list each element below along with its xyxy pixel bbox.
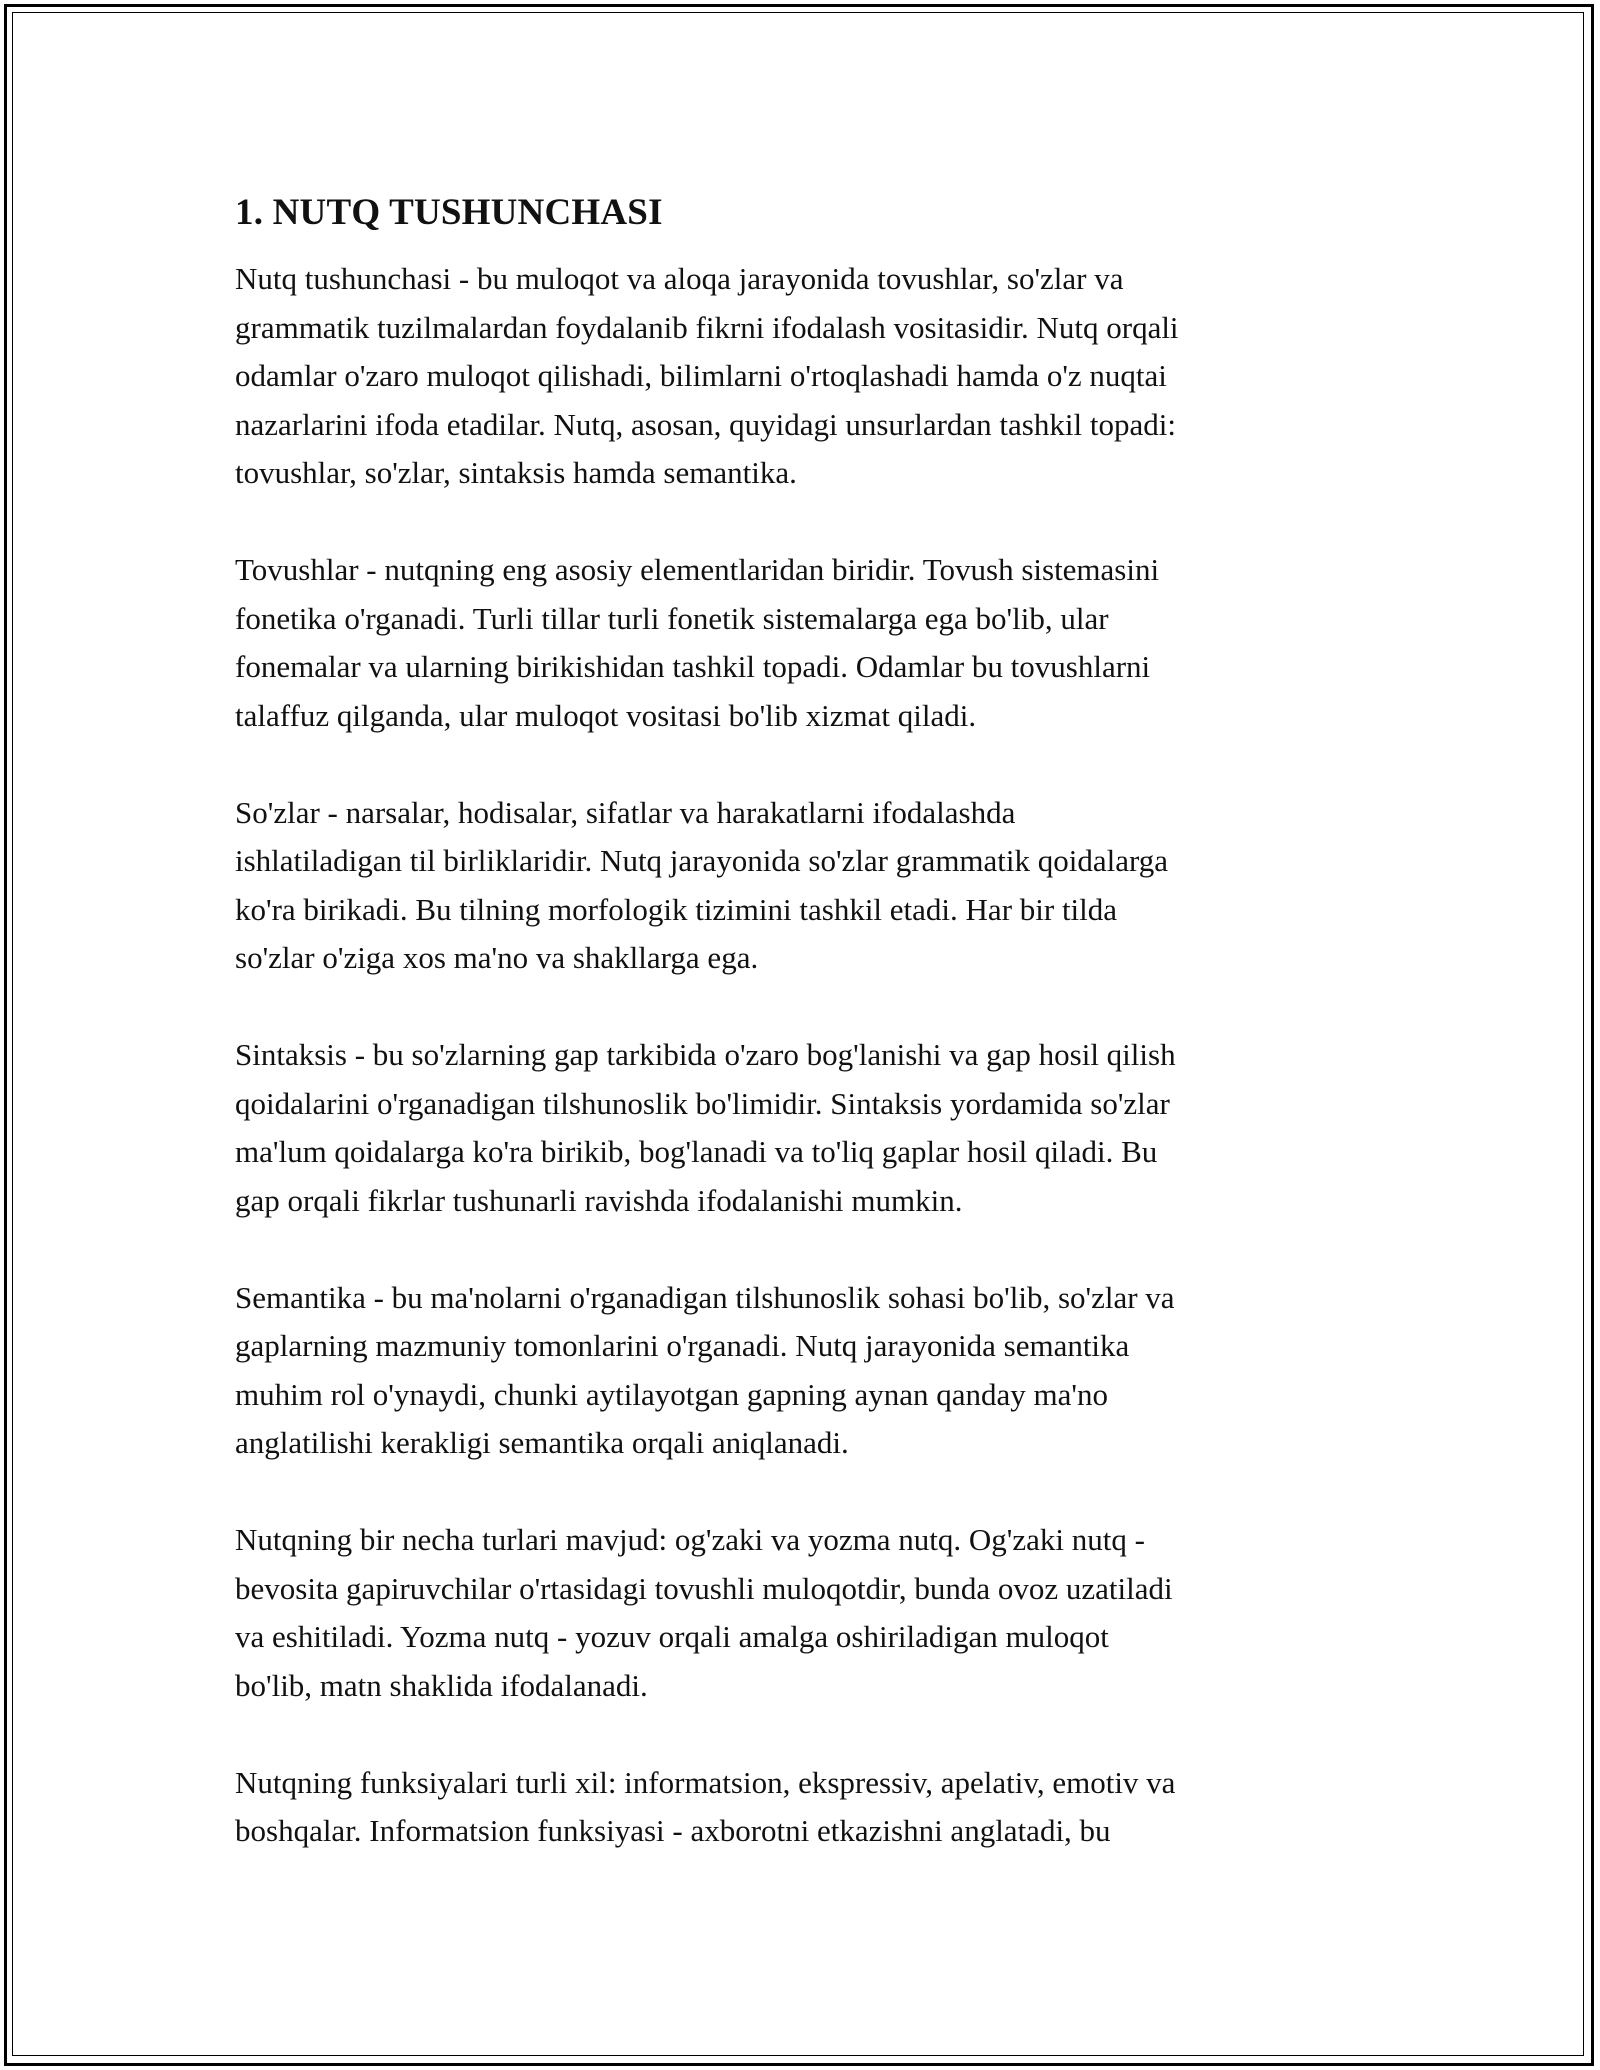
paragraph-line: odamlar o'zaro muloqot qilishadi, bilimlarni o'rtoqlashadi hamda o'z nuqtai (235, 358, 1167, 393)
paragraph-line: Semantika - bu ma'nolarni o'rganadigan tilshunoslik sohasi bo'lib, so'zlar va (235, 1279, 1175, 1315)
document-body (235, 185, 1375, 1904)
paragraph-nutq-definition (235, 255, 1375, 498)
paragraph-nutq-turlari (235, 1516, 1375, 1710)
paragraph-line: gap orqali fikrlar tushunarli ravishda ifodalanishi mumkin. (235, 1182, 963, 1218)
paragraph-line: tovushlar, so'zlar, sintaksis hamda semantika. (235, 455, 797, 490)
paragraph-line: Sintaksis - bu so'zlarning gap tarkibida o'zaro bog'lanishi va gap hosil qilish (235, 1037, 1176, 1072)
paragraph-line: boshqalar. Informatsion funksiyasi - axborotni etkazishni anglatadi, bu (235, 1813, 1111, 1848)
paragraph-sintaksis (235, 1031, 1375, 1225)
paragraph-line: grammatik tuzilmalardan foydalanib fikrni ifodalash vositasidir. Nutq orqali (235, 309, 1179, 345)
paragraph-line: Nutqning bir necha turlari mavjud: og'zaki va yozma nutq. Og'zaki nutq - (235, 1522, 1145, 1557)
paragraph-tovushlar (235, 546, 1375, 740)
paragraph-nutq-funksiyalari (235, 1759, 1375, 1856)
paragraph-line: Nutq tushunchasi - bu muloqot va aloqa jarayonida tovushlar, so'zlar va (235, 261, 1124, 296)
paragraph-line: fonetika o'rganadi. Turli tillar turli fonetik sistemalarga ega bo'lib, ular (235, 600, 1109, 636)
paragraph-line: nazarlarini ifoda etadilar. Nutq, asosan, quyidagi unsurlardan tashkil topadi: (235, 406, 1176, 442)
section-heading: 1. NUTQ TUSHUNCHASI (235, 192, 663, 233)
paragraph-line: gaplarning mazmuniy tomonlarini o'rganadi. Nutq jarayonida semantika (235, 1328, 1130, 1363)
paragraph-line: Nutqning funksiyalari turli xil: informatsion, ekspressiv, apelativ, emotiv va (235, 1764, 1176, 1800)
paragraph-line: Tovushlar - nutqning eng asosiy elementlaridan biridir. Tovush sistemasini (235, 552, 1160, 587)
paragraph-line: ma'lum qoidalarga ko'ra birikib, bog'lanadi va to'liq gaplar hosil qiladi. Bu (235, 1134, 1158, 1169)
paragraph-line: fonemalar va ularning birikishidan tashkil topadi. Odamlar bu tovushlarni (235, 649, 1151, 684)
paragraph-line: anglatilishi kerakligi semantika orqali aniqlanadi. (235, 1425, 849, 1460)
paragraph-line: qoidalarini o'rganadigan tilshunoslik bo'limidir. Sintaksis yordamida so'zlar (235, 1085, 1170, 1121)
paragraph-line: bo'lib, matn shaklida ifodalanadi. (235, 1667, 648, 1703)
paragraph-line: muhim rol o'ynaydi, chunki aytilayotgan gapning aynan qanday ma'no (235, 1376, 1108, 1412)
paragraph-line: bevosita gapiruvchilar o'rtasidagi tovushli muloqotdir, bunda ovoz uzatiladi (235, 1570, 1173, 1606)
paragraph-line: ko'ra birikadi. Bu tilning morfologik tizimini tashkil etadi. Har bir tilda (235, 891, 1118, 927)
paragraph-sozlar (235, 789, 1375, 983)
paragraph-line: talaffuz qilganda, ular muloqot vositasi bo'lib xizmat qiladi. (235, 697, 977, 733)
paragraph-line: so'zlar o'ziga xos ma'no va shakllarga ega. (235, 940, 759, 975)
paragraph-line: va eshitiladi. Yozma nutq - yozuv orqali amalga oshiriladigan muloqot (235, 1619, 1109, 1654)
paragraph-line: So'zlar - narsalar, hodisalar, sifatlar va harakatlarni ifodalashda (235, 794, 1016, 830)
paragraph-line: ishlatiladigan til birliklaridir. Nutq jarayonida so'zlar grammatik qoidalarga (235, 843, 1169, 878)
paragraph-semantika (235, 1274, 1375, 1468)
